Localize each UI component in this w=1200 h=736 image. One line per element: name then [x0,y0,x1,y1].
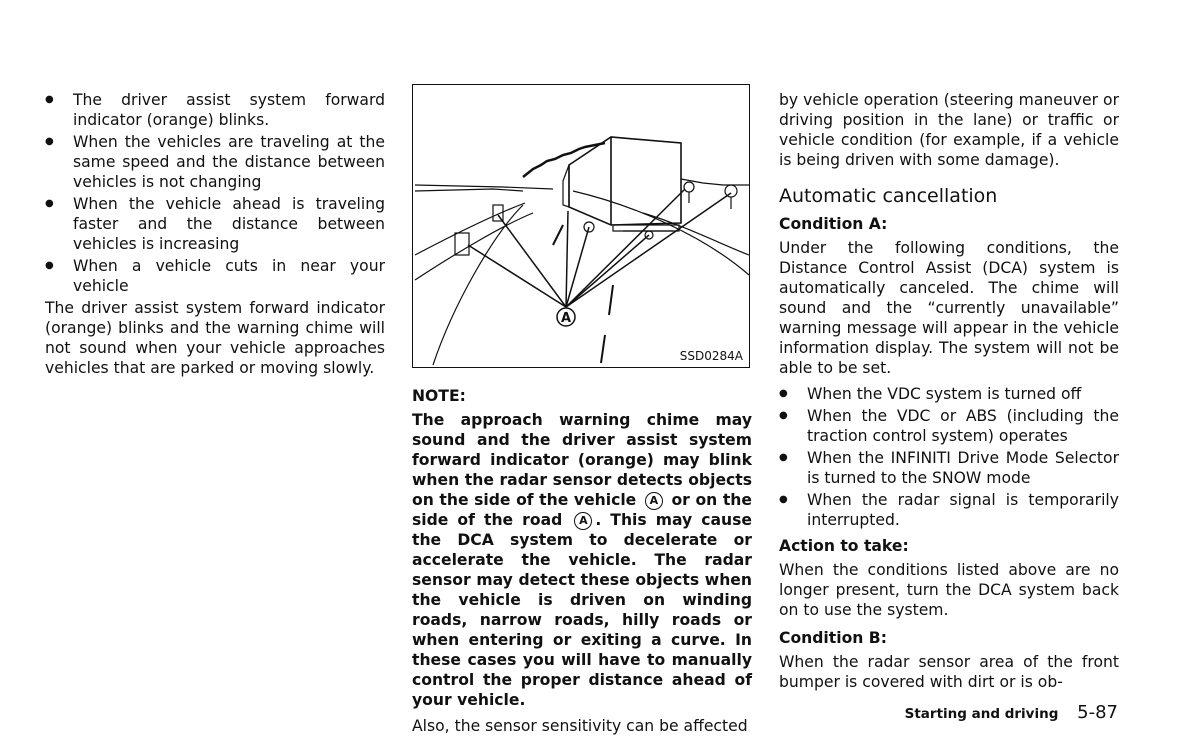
list-item: ● When the VDC or ABS (including the traction control system) operates [779,406,1119,446]
list-item: ● When the vehicles are traveling at the same speed and the distance between vehicles is not changing [45,132,385,192]
page-footer [905,703,1118,724]
figure-code: SSD0284A [679,349,743,363]
callout-marker: A [645,492,663,510]
figure-callout-label: A [560,311,572,326]
callout-marker: A [574,512,592,530]
body-paragraph: The driver assist system forward indicator (orange) blinks and the warning chime will not sound when your vehicle approaches vehicles that are parked or moving slowly. [45,299,385,377]
left-column [45,90,385,378]
condition-a-heading: Condition A: [779,215,888,233]
body-paragraph: When the radar sensor area of the front bumper is covered with dirt or is ob- [779,653,1119,691]
list-item: ● When a vehicle cuts in near your vehicle [45,256,385,296]
right-column [779,90,1119,692]
page-number: 5-87 [1077,702,1118,723]
list-item: ● When the vehicle ahead is traveling faster and the distance between vehicles is increasing [45,194,385,254]
middle-column [412,84,752,736]
body-paragraph: Also, the sensor sensitivity can be affected [412,717,748,735]
note-paragraph [412,410,752,710]
section-title: Automatic cancellation [779,185,998,207]
list-item: ● When the radar signal is temporarily interrupted. [779,490,1119,530]
condition-b-heading: Condition B: [779,629,887,647]
note-text-part3: . This may cause the DCA system to decelerate or accelerate the vehicle. The radar sensor may detect these objects when the vehicle is driven on winding roads, narrow roads, hilly roads or when entering or exiting a curve. In these cases you will have to manually control the proper distance ahead of your vehicle. [412,511,752,709]
body-paragraph: Under the following conditions, the Distance Control Assist (DCA) system is automatically canceled. The chime will sound and the “currently unavailable” warning message will appear in the vehicle information display. The system will not be able to be set. [779,239,1119,377]
radar-detection-illustration [412,84,750,368]
note-heading: NOTE: [412,387,466,405]
list-item: ● The driver assist system forward indicator (orange) blinks. [45,90,385,130]
list-item: ● When the INFINITI Drive Mode Selector is turned to the SNOW mode [779,448,1119,488]
body-paragraph: When the conditions listed above are no longer present, turn the DCA system back on to use the system. [779,561,1119,619]
body-paragraph: by vehicle operation (steering maneuver or driving position in the lane) or traffic or vehicle condition (for example, if a vehicle is being driven with some damage). [779,91,1119,169]
list-item: ● When the VDC system is turned off [779,384,1119,404]
road-scene-drawing [413,85,751,369]
note-text-part2: or on the side of the road [412,491,752,529]
note-text-part1: The approach warning chime may sound and the driver assist system forward indicator (orange) may blink when the radar sensor detects objects on the side of the vehicle [412,411,752,509]
action-heading: Action to take: [779,537,909,555]
footer-section-name: Starting and driving [904,706,1059,722]
